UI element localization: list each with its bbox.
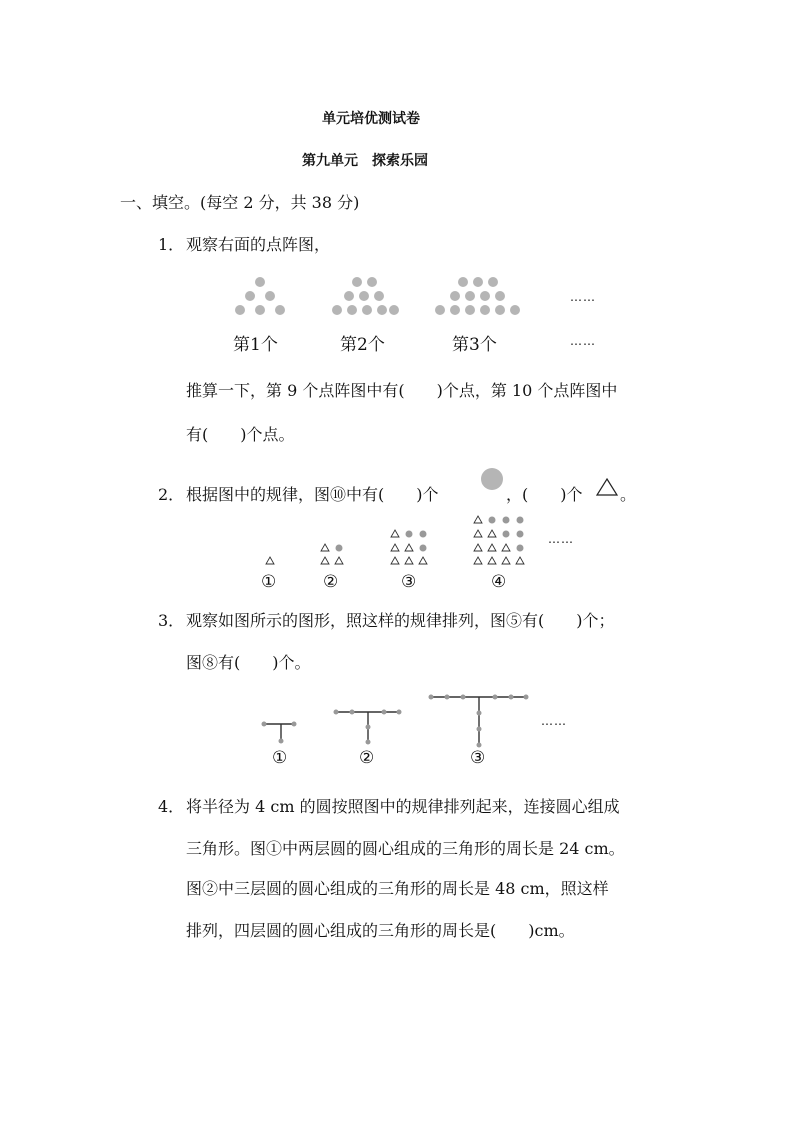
dot (461, 695, 466, 700)
q4-line-4: 排列，四层圆的圆心组成的三角形的周长是( )cm。 (186, 921, 575, 940)
q3-label-2: ② (359, 748, 375, 768)
q2-text-b: ，( )个 (506, 485, 583, 504)
dot (493, 695, 498, 700)
q1-line-1: 推算一下，第 9 个点阵图中有( )个点，第 10 个点阵图中 (186, 381, 618, 400)
q2-text-a: 根据图中的规律，图⑩中有( )个 (186, 485, 439, 504)
q3-number: 3． (158, 611, 185, 630)
dot (334, 710, 339, 715)
q1-intro: 观察右面的点阵图， (186, 235, 331, 254)
dot (279, 739, 284, 744)
q2-label-2: ② (323, 572, 339, 592)
q2-label-1: ① (261, 572, 277, 592)
q2-label-3: ③ (401, 572, 417, 592)
page-title: 单元培优测试卷 (322, 111, 420, 127)
q4-line-2: 三角形。图①中两层圆的圆心组成的三角形的周长是 24 cm。 (186, 839, 625, 858)
dot (350, 710, 355, 715)
q3-line-2: 图⑧有( )个。 (186, 653, 311, 672)
dot (477, 727, 482, 732)
q2-ellipsis: …… (548, 532, 574, 546)
q2-text-c: 。 (620, 485, 637, 504)
dot (509, 695, 514, 700)
dot (366, 725, 371, 730)
dot (445, 695, 450, 700)
q2-label-4: ④ (491, 572, 507, 592)
q1-caption-1: 第1个 (233, 335, 278, 355)
q3-label-1: ① (272, 748, 288, 768)
q3-ellipsis: …… (541, 714, 567, 728)
dot (477, 711, 482, 716)
q1-ellipsis-top: …… (570, 290, 596, 304)
dot (397, 710, 402, 715)
q3-label-3: ③ (470, 748, 486, 768)
dot (429, 695, 434, 700)
dot (524, 695, 529, 700)
q4-line-1: 将半径为 4 cm 的圆按照图中的规律排列起来，连接圆心组成 (186, 797, 620, 816)
q4-line-3: 图②中三层圆的圆心组成的三角形的周长是 48 cm，照这样 (186, 879, 609, 898)
dot (366, 740, 371, 745)
q4-number: 4． (158, 797, 185, 816)
q2-number: 2． (158, 485, 185, 504)
q1-ellipsis-bottom: …… (570, 334, 596, 348)
q1-caption-2: 第2个 (340, 335, 385, 355)
dot (382, 710, 387, 715)
q1-caption-3: 第3个 (452, 335, 497, 355)
q3-line-1: 观察如图所示的图形，照这样的规律排列，图⑤有( )个； (186, 611, 615, 630)
dot (477, 743, 482, 748)
dot (292, 722, 297, 727)
q1-line-2: 有( )个点。 (186, 425, 295, 444)
section-heading: 一、填空。(每空 2 分，共 38 分) (120, 193, 360, 212)
page-subtitle: 第九单元 探索乐园 (302, 153, 428, 169)
q1-number: 1． (158, 235, 185, 254)
dot (262, 722, 267, 727)
